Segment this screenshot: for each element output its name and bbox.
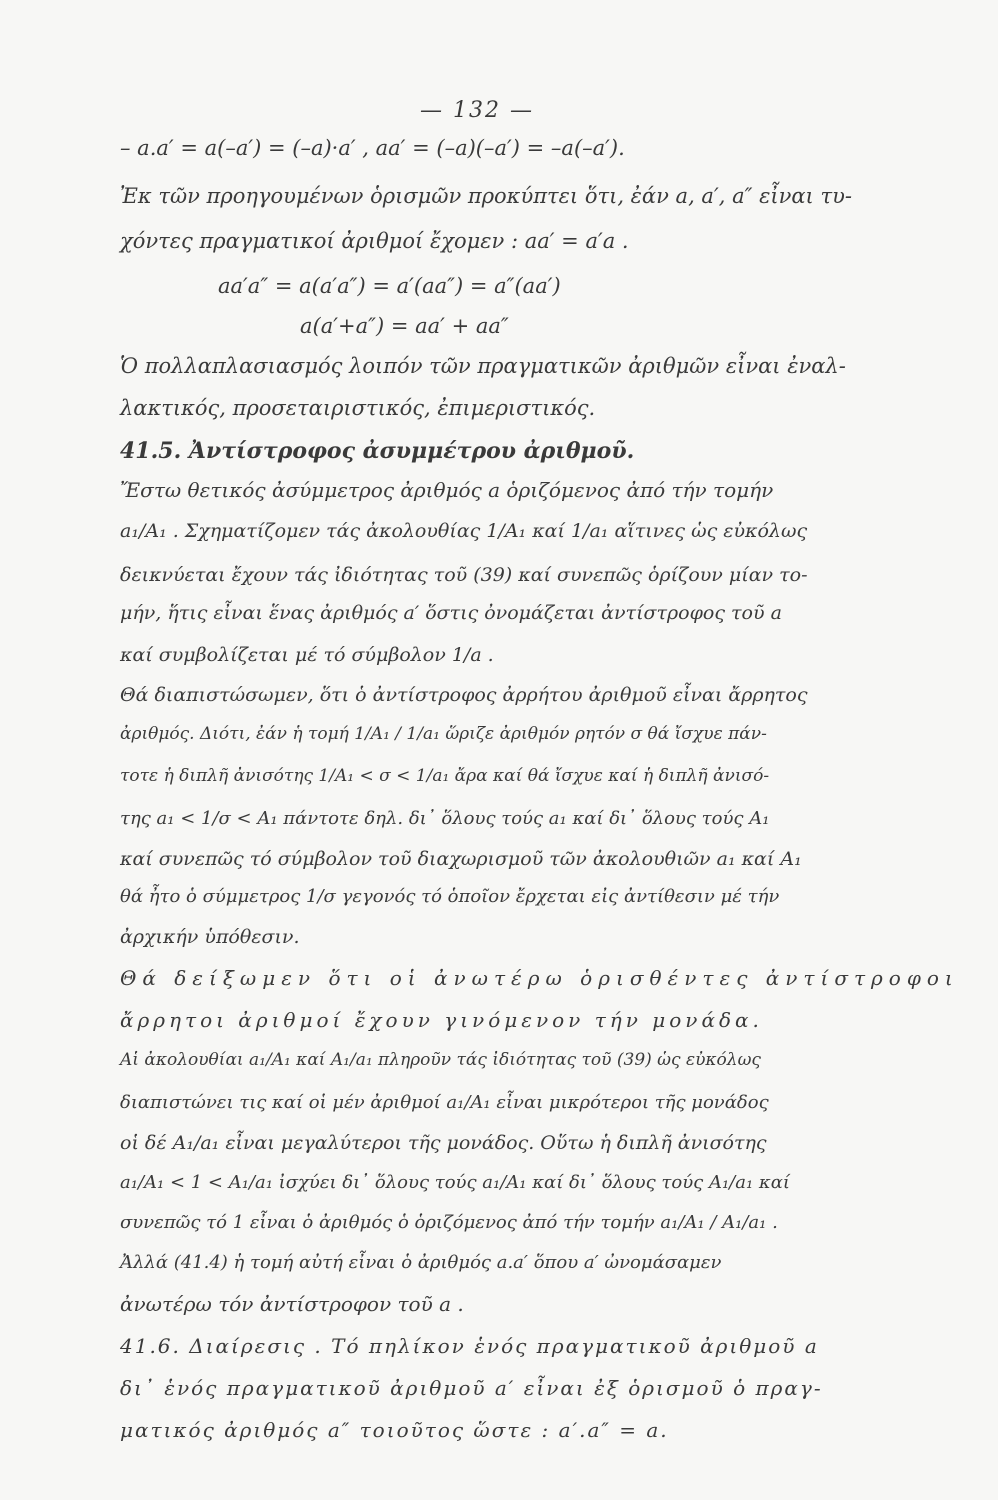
text-line-24: διαπιστώνει τις καί οἱ μέν ἀριθμοί a₁/A₁ εἶναι μικρότεροι τῆς μονάδος [120,1092,769,1113]
text-line-13: καί συμβολίζεται μέ τό σύμβολον 1/a . [120,644,494,666]
text-line-3: χόντες πραγματικοί ἀριθμοί ἔχομεν : aa′ = a′a . [120,229,629,253]
text-line-23: Αἱ ἀκολουθίαι a₁/A₁ καί A₁/a₁ πληροῦν τάς ἰδιότητας τοῦ (39) ὡς εὐκόλως [120,1050,761,1070]
text-line-10: a₁/A₁ . Σχηματίζομεν τάς ἀκολουθίας 1/A₁ καί 1/a₁ αἵτινες ὡς εὐκόλως [120,520,808,542]
text-line-32: ματικός ἀριθμός a″ τοιοῦτος ὥστε : a′.a″ = a. [120,1418,669,1442]
text-line-20: ἀρχικήν ὑπόθεσιν. [120,926,300,948]
section-heading-41-6: 41.6. Διαίρεσις . Τό πηλίκον ἑνός πραγματικοῦ ἀριθμοῦ a [120,1334,819,1358]
text-line-31: δι᾽ ἑνός πραγματικοῦ ἀριθμοῦ a′ εἶναι ἐξ ὁρισμοῦ ὁ πραγ- [120,1376,823,1400]
text-line-1: – a.a′ = a(–a′) = (–a)·a′ , aa′ = (–a)(–a′) = –a(–a′). [120,136,625,160]
text-line-26: a₁/A₁ < 1 < A₁/a₁ ἰσχύει δι᾽ ὅλους τούς a₁/A₁ καί δι᾽ ὅλους τούς A₁/a₁ καί [120,1172,790,1193]
text-line-2: Ἐκ τῶν προηγουμένων ὁρισμῶν προκύπτει ὅτι, ἐάν a, a′, a″ εἶναι τυ- [120,184,852,208]
text-line-4: aa′a″ = a(a′a″) = a′(aa″) = a″(aa′) [218,274,561,298]
text-line-15: ἀριθμός. Διότι, ἐάν ἡ τομή 1/A₁ / 1/a₁ ὥριζε ἀριθμόν ρητόν σ θά ἴσχυε πάν- [120,724,767,744]
page-number: — 132 — [420,98,534,123]
text-line-5: a(a′+a″) = aa′ + aa″ [300,314,509,338]
text-line-12: μήν, ἥτις εἶναι ἕνας ἀριθμός a′ ὅστις ὀνομάζεται ἀντίστροφος τοῦ a [120,602,782,624]
text-line-18: καί συνεπῶς τό σύμβολον τοῦ διαχωρισμοῦ τῶν ἀκολουθιῶν a₁ καί A₁ [120,848,802,870]
text-line-17: της a₁ < 1/σ < A₁ πάντοτε δηλ. δι᾽ ὅλους τούς a₁ καί δι᾽ ὅλους τούς A₁ [120,808,770,829]
text-line-21: Θά δείξωμεν ὅτι οἱ ἀνωτέρω ὁρισθέντες ἀντίστροφοι [120,966,959,990]
text-line-27: συνεπῶς τό 1 εἶναι ὁ ἀριθμός ὁ ὁριζόμενος ἀπό τήν τομήν a₁/A₁ / A₁/a₁ . [120,1212,778,1233]
text-line-14: Θά διαπιστώσωμεν, ὅτι ὁ ἀντίστροφος ἀρρήτου ἀριθμοῦ εἶναι ἄρρητος [120,684,808,706]
text-line-16: τοτε ἡ διπλῆ ἀνισότης 1/A₁ < σ < 1/a₁ ἄρα καί θά ἴσχυε καί ἡ διπλῆ ἀνισό- [120,766,770,786]
text-line-19: θά ἦτο ὁ σύμμετρος 1/σ γεγονός τό ὁποῖον ἔρχεται εἰς ἀντίθεσιν μέ τήν [120,886,780,907]
text-line-25: οἱ δέ A₁/a₁ εἶναι μεγαλύτεροι τῆς μονάδος. Οὕτω ἡ διπλῆ ἀνισότης [120,1132,767,1154]
text-line-7: λακτικός, προσεταιριστικός, ἐπιμεριστικός. [120,396,596,420]
text-line-28: Ἀλλά (41.4) ἡ τομή αὐτή εἶναι ὁ ἀριθμός a.a′ ὅπου a′ ὠνομάσαμεν [120,1252,722,1273]
text-line-11: δεικνύεται ἔχουν τάς ἰδιότητας τοῦ (39) καί συνεπῶς ὁρίζουν μίαν το- [120,564,808,586]
text-line-29: ἀνωτέρω τόν ἀντίστροφον τοῦ a . [120,1292,464,1316]
section-heading-41-5: 41.5. Ἀντίστροφος ἀσυμμέτρου ἀριθμοῦ. [120,438,635,464]
text-line-6: Ὁ πολλαπλασιασμός λοιπόν τῶν πραγματικῶν ἀριθμῶν εἶναι ἐναλ- [120,354,846,378]
text-line-9: Ἔστω θετικός ἀσύμμετρος ἀριθμός a ὁριζόμενος ἀπό τήν τομήν [120,478,774,502]
text-line-22: ἄρρητοι ἀριθμοί ἔχουν γινόμενον τήν μονάδα. [120,1008,763,1032]
